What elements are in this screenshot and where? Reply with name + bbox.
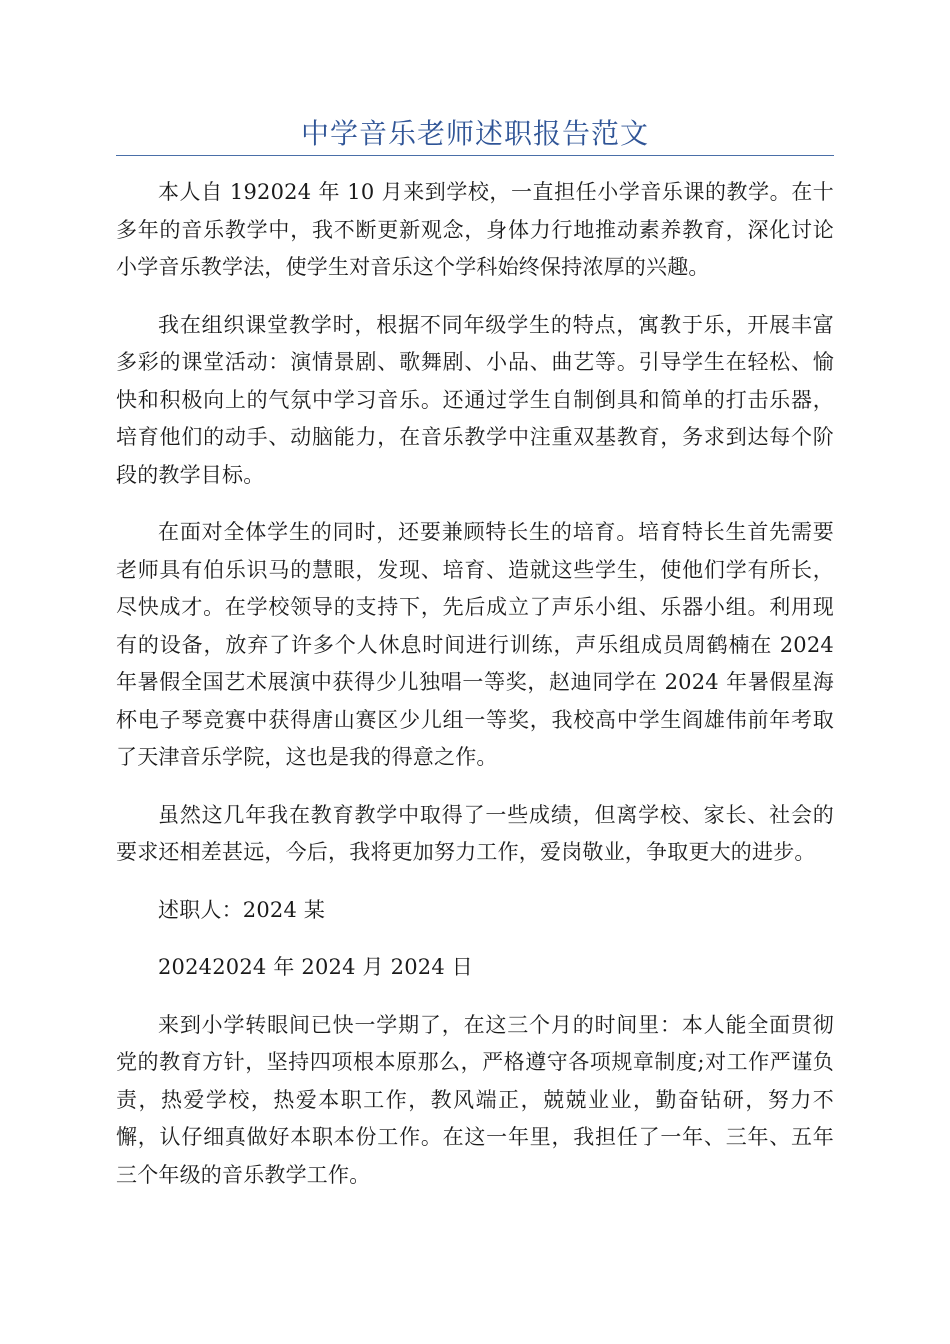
page-title: 中学音乐老师述职报告范文	[300, 117, 649, 150]
paragraph-5: 来到小学转眼间已快一学期了，在这三个月的时间里：本人能全面贯彻党的教育方针，坚持四项根本原那么，严格遵守各项规章制度;对工作严谨负责，热爱学校，热爱本职工作，教风端正，兢兢业业，勤奋钻研，努力不懈，认仔细真做好本职本份工作。在这一年里，我担任了一年、三年、五年三个年级的音乐教学工作。	[116, 1012, 834, 1187]
title-underline	[116, 155, 834, 156]
paragraph-1: 本人自 192024 年 10 月来到学校，一直担任小学音乐课的教学。在十多年的音乐教学中，我不断更新观念，身体力行地推动素养教育，深化讨论小学音乐教学法，使学生对音乐这个学科始终保持浓厚的兴趣。	[116, 180, 834, 279]
paragraph-2: 我在组织课堂教学时，根据不同年级学生的特点，寓教于乐，开展丰富多彩的课堂活动：演情景剧、歌舞剧、小品、曲艺等。引导学生在轻松、愉快和积极向上的气氛中学习音乐。还通过学生自制倒具和简单的打击乐器，培育他们的动手、动脑能力，在音乐教学中注重双基教育，务求到达每个阶段的教学目标。	[116, 312, 834, 487]
paragraph-3: 在面对全体学生的同时，还要兼顾特长生的培育。培育特长生首先需要老师具有伯乐识马的慧眼，发现、培育、造就这些学生，使他们学有所长，尽快成才。在学校领导的支持下，先后成立了声乐小组、乐器小组。利用现有的设备，放弃了许多个人休息时间进行训练，声乐组成员周鹤楠在 2024 年暑假全国艺术展演中获得少儿独唱一等奖，赵迪同学在 2024 年暑假星海杯电子琴竞赛中获得唐山赛区少儿组一等奖，我校高中学生阎雄伟前年考取了天津音乐学院，这也是我的得意之作。	[116, 520, 834, 769]
document-body	[116, 174, 834, 1214]
date-line: 20242024 年 2024 月 2024 日	[158, 955, 473, 979]
paragraph-4: 虽然这几年我在教育教学中取得了一些成绩，但离学校、家长、社会的要求还相差甚远，今后，我将更加努力工作，爱岗敬业，争取更大的进步。	[116, 802, 834, 864]
signature-line: 述职人：2024 某	[158, 897, 326, 922]
